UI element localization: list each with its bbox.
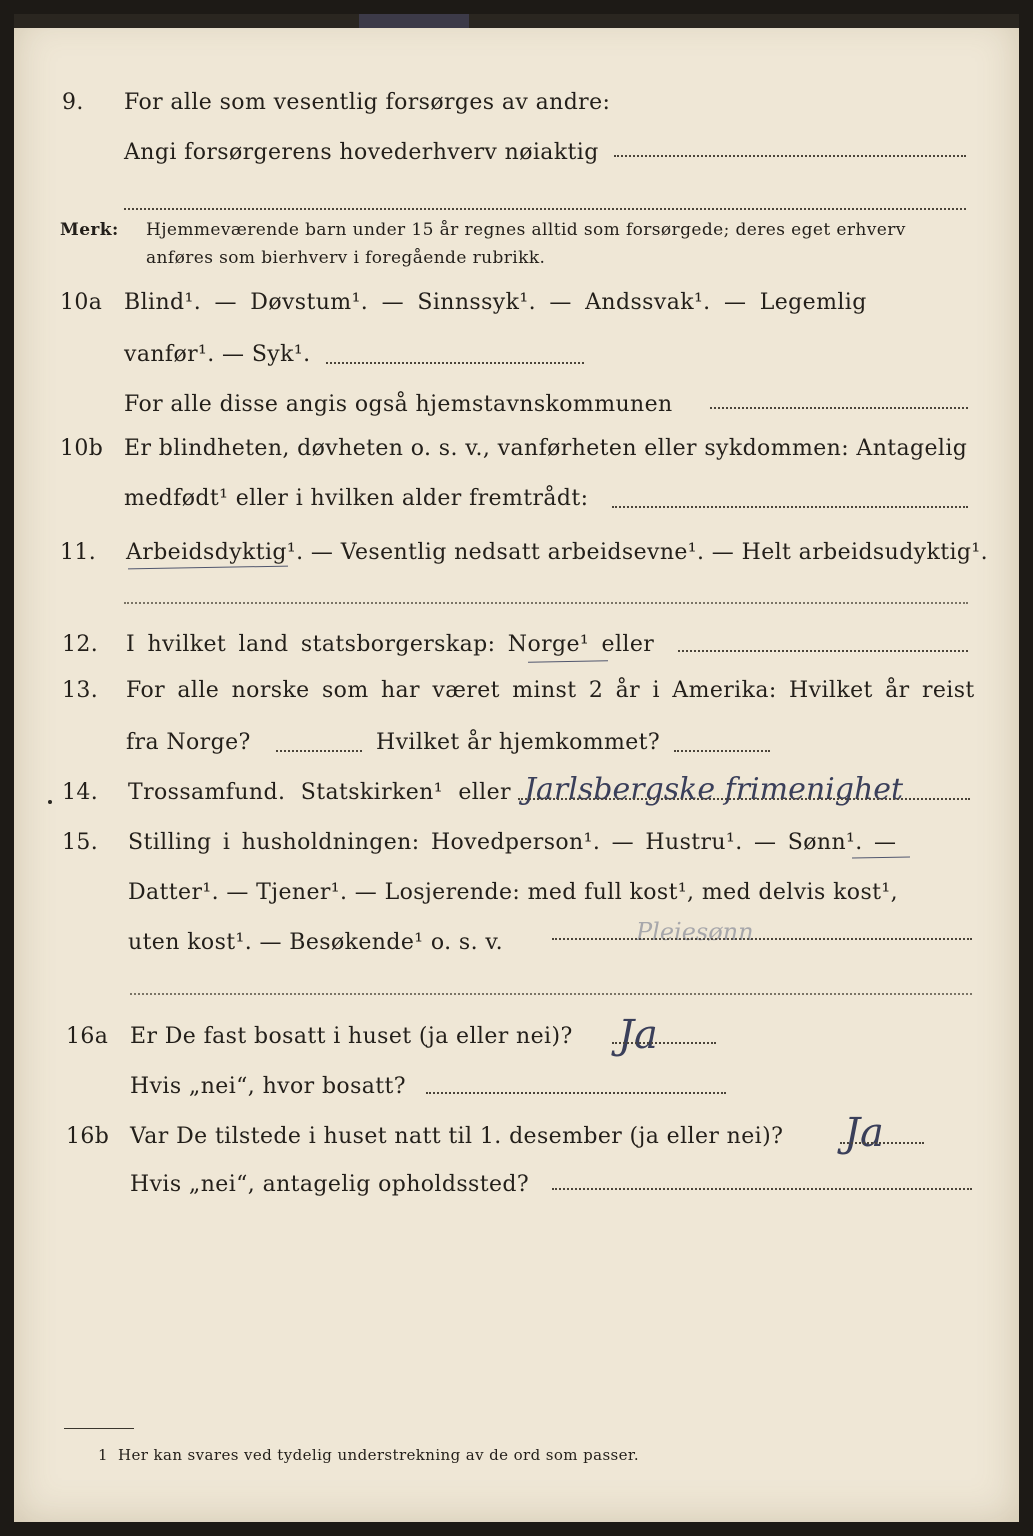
q12-answer-line[interactable] [678,650,968,652]
footnote-text: Her kan svares ved tydelig understrekning av de ord som passer. [118,1446,640,1464]
q16a-text-2: Hvis „nei“, hvor bosatt? [130,1074,406,1099]
q9-answer-line[interactable] [614,155,966,157]
q15-answer-line[interactable] [552,938,972,940]
q9-text-2: Angi forsørgerens hovederhverv nøiaktig [124,140,599,165]
footnote-mark: 1 [98,1446,108,1464]
q12-handwritten-underline [528,660,608,662]
q15-text-1: Stilling i husholdningen: Hovedperson¹. — Hustru¹. — Sønn¹. — [128,830,897,855]
q15-handwritten-underline [852,856,910,858]
q10b-number: 10b [60,436,104,461]
q16b-text-2: Hvis „nei“, antagelig opholdssted? [130,1172,530,1197]
q9-answer-line-2[interactable] [124,208,966,210]
q10a-number: 10a [60,290,103,315]
q13-hjemkommet-answer-line[interactable] [674,750,770,752]
q13-number: 13. [62,678,99,703]
q16a-answer-line[interactable] [612,1042,716,1044]
q10b-text-1: Er blindheten, døvheten o. s. v., vanførheten eller sykdommen: Antagelig [124,436,968,461]
q16a-handwritten-answer: Ja [618,1012,658,1058]
top-edge [14,14,1019,28]
q13-reist-answer-line[interactable] [276,750,362,752]
q16b-number: 16b [66,1124,110,1149]
merk-text-1: Hjemmeværende barn under 15 år regnes alltid som forsørgede; deres eget erhverv [146,220,906,240]
q14-handwritten-answer: Jarlsbergske frimenighet [524,772,904,807]
q16b-answer-line[interactable] [840,1142,924,1144]
q16b-handwritten-answer: Ja [844,1110,884,1156]
q13-text-2b: Hvilket år hjemkommet? [376,730,661,755]
q15-separator [130,993,972,995]
tape-strip [359,14,469,28]
q13-text-1: For alle norske som har været minst 2 år i Amerika: Hvilket år reist [126,678,975,703]
q13-text-2a: fra Norge? [126,730,251,755]
q15-handwritten-answer: Pleiesønn [636,918,754,946]
q10b-text-2: medfødt¹ eller i hvilken alder fremtrådt: [124,486,589,511]
census-form-page [14,14,1019,1522]
q16b-opholdssted-line[interactable] [552,1188,972,1190]
q9-text-1: For alle som vesentlig forsørges av andre: [124,90,611,115]
q10a-text-3: For alle disse angis også hjemstavnskommunen [124,392,673,417]
q16a-text-1: Er De fast bosatt i huset (ja eller nei)? [130,1024,573,1049]
margin-mark [48,800,52,804]
q15-number: 15. [62,830,99,855]
q14-number: 14. [62,780,99,805]
merk-text-2: anføres som bierhverv i foregående rubrikk. [146,248,546,268]
q12-number: 12. [62,632,99,657]
q16b-text-1: Var De tilstede i huset natt til 1. desember (ja eller nei)? [130,1124,784,1149]
q10a-answer-line[interactable] [326,362,584,364]
q10a-kommune-line[interactable] [710,407,968,409]
q14-answer-line[interactable] [518,798,970,800]
q12-text-1: I hvilket land statsborgerskap: Norge¹ eller [126,632,655,657]
q10a-text-2: vanfør¹. — Syk¹. [124,342,311,367]
q16a-bosatt-line[interactable] [426,1092,726,1094]
q11-handwritten-underline [128,566,288,570]
q15-text-2: Datter¹. — Tjener¹. — Losjerende: med full kost¹, med delvis kost¹, [128,880,898,905]
q15-text-3: uten kost¹. — Besøkende¹ o. s. v. [128,930,503,955]
q14-text-1: Trossamfund. Statskirken¹ eller [128,780,511,805]
q11-separator [124,602,968,604]
footnote-rule [64,1428,134,1429]
q10b-answer-line[interactable] [612,506,968,508]
merk-label: Merk: [60,220,119,240]
q11-text-1: Arbeidsdyktig¹. — Vesentlig nedsatt arbeidsevne¹. — Helt arbeidsudyktig¹. [126,540,989,565]
q16a-number: 16a [66,1024,109,1049]
q10a-text-1: Blind¹. — Døvstum¹. — Sinnssyk¹. — Andssvak¹. — Legemlig [124,290,867,315]
q11-number: 11. [60,540,97,565]
q9-number: 9. [62,90,84,115]
